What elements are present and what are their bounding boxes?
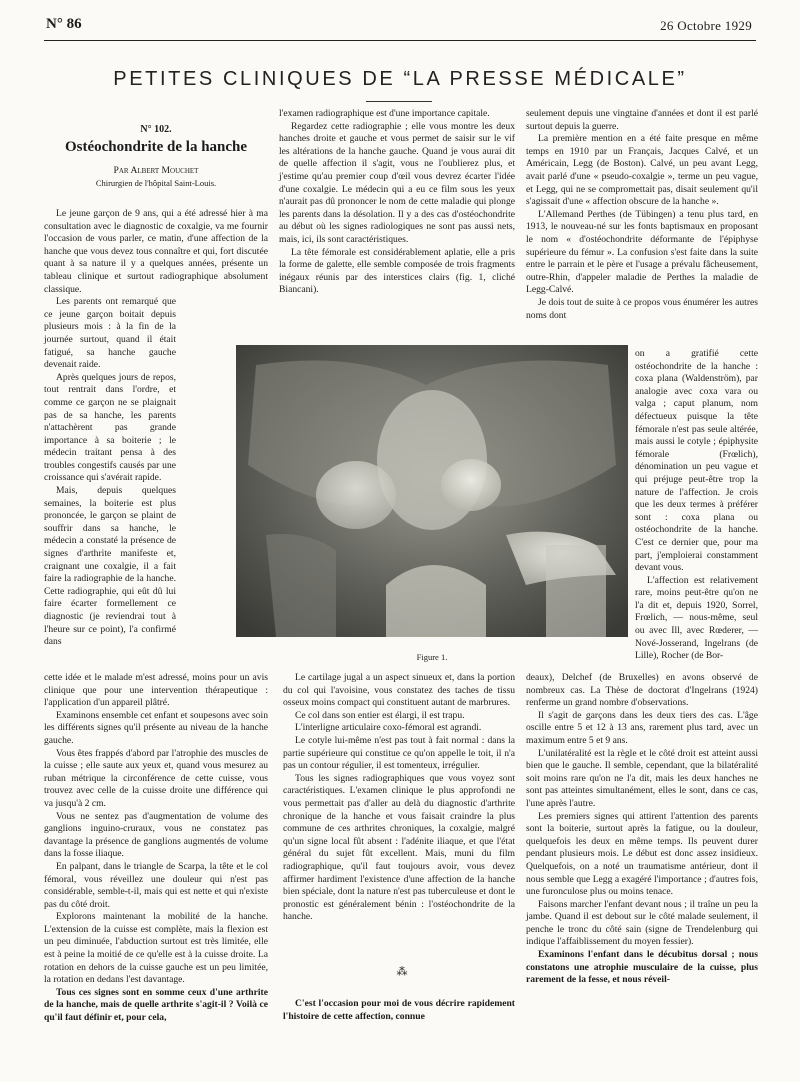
paragraph: seulement depuis une vingtaine d'années et dont il est parlé surtout depuis la guerre. — [526, 108, 758, 132]
paragraph: C'est l'occasion pour moi de vous décrire rapidement l'histoire de cette affection, connue — [283, 998, 515, 1022]
section-separator: ⁂ — [396, 966, 408, 978]
issue-date: 26 Octobre 1929 — [660, 18, 752, 33]
paragraph: Regardez cette radiographie ; elle vous montre les deux hanches droite et gauche et vous permet de saisir sur le vif les altérations de la hanche gauche. Quand je vous aurai dit de quelle affection il s'agit, vous ne l'oublierez plus, et j'estime qu'au premier coup d'œil vous devrez écarter l'idée d'une coxalgie. Le médecin qui a eu ce film sous les yeux n'aurait pas dû prononcer le nom de cette maladie qui plonge les parents dans la désolation. Il y a des cas d'ostéochondrite au début où les signes radiologiques ne sont pas aussi nets, mais, ici, ils sont caractéristiques. — [279, 120, 515, 245]
paragraph: Le cotyle lui-même n'est pas tout à fait normal : dans la partie supérieure qui constitue ce qu'on appelle le toit, il n'a pas un contour régulier, il est tomenteux, irrégulier. — [283, 734, 515, 772]
radiograph-figure — [236, 345, 628, 637]
column-2-final — [283, 998, 515, 1023]
figure-caption: Figure 1. — [416, 652, 448, 662]
paragraph: Après quelques jours de repos, tout rentrait dans l'ordre, et comme ce garçon ne se plaignait pas de sa hanche, les parents n'attachèrent pas grande importance à sa boiterie ; le médecin traitant pensa à des troubles congestifs causés par une croissance qui s'avérait rapide. — [44, 371, 176, 484]
paragraph: on a gratifié cette ostéochondrite de la hanche : coxa plana (Waldenström), par analogie avec coxa vara ou valga ; caput planum, nom défectueux puisque la tête fémorale n'est pas seule altérée, mais aussi le cotyle ; épiphysite fémorale (Frœlich), dénomination un peu vague et qui préjuge peut-être trop la nature de l'affection. Je crois que les deux termes à préférer sont : coxa plana ou ostéochondrite de la hanche. C'est ce dernier que, pour ma part, j'emploierai constamment devant vous. — [635, 348, 758, 574]
paragraph: Faisons marcher l'enfant devant nous ; il traîne un peu la jambe. Quand il est debout sur le côté malade seulement, il penche le tronc du côté sain (signe de Trendelenburg qui indique l'affaiblissement du moyen fessier). — [526, 898, 758, 948]
paragraph: Vous ne sentez pas d'augmentation de volume des ganglions inguino-cruraux, vous ne constatez pas davantage la présence de ganglions augmentés de volume dans la fosse iliaque. — [44, 810, 268, 860]
paragraph: L'affection est relativement rare, moins peut-être qu'on ne l'a dit et, depuis 1920, Sorrel, Frœlich, — nous-même, seul ou avec Ill, avec Rœderer, — Nové-Josserand, Ingelrans (de Lille), Rocher (de Bor- — [635, 574, 758, 662]
paragraph: Le jeune garçon de 9 ans, qui a été adressé hier à ma consultation avec le diagnostic de coxalgie, va me fournir l'occasion de vous parler, ce matin, d'une affection de la hanche que vous devez tous connaître et qui, fort discutée quant à sa nature il y a quelques années, présente un tableau clinique et surtout radiographique absolument classique. — [44, 208, 268, 295]
column-1-top — [44, 208, 268, 649]
column-1-bottom — [44, 672, 268, 1025]
pelvis-radiograph-image — [236, 345, 628, 637]
paragraph: En palpant, dans le triangle de Scarpa, la tête et le col fémoral, vous réveillez une douleur qui n'est pas considérable, semble-t-il, mais qui est nette et qui n'existe pas du côté droit. — [44, 860, 268, 910]
paragraph: L'interligne articulaire coxo-fémoral est agrandi. — [295, 722, 482, 734]
paragraph: Vous êtes frappés d'abord par l'atrophie des muscles de la cuisse ; elle saute aux yeux et, quand vous mesurez au ruban métrique la circonférence de cette cuisse, vous trouvez avec celle de la cuisse droite une différence qui va jusqu'à 2 cm. — [44, 747, 268, 809]
paragraph: Examinons l'enfant dans le décubitus dorsal ; nous constatons une atrophie musculaire de la cuisse, plus rarement de la fesse, et nous réveil- — [526, 949, 758, 986]
paragraph: La première mention en a été faite presque en même temps en 1910 par un Français, Jacques Calvé, et un Américain, Legg (de Boston). Calvé, un peu avant Legg, avait parlé d'une « pseudo-coxalgie », terme un peu vague, et Legg, qui ne se compromettait pas, disait seulement qu'il s'agissait d'une « affection obscure de la hanche ». — [526, 133, 758, 208]
article-title: Ostéochondrite de la hanche — [64, 139, 248, 155]
header-rule — [44, 40, 756, 41]
paragraph: Tous ces signes sont en somme ceux d'une arthrite de la hanche, mais de quelle arthrite s'agit-il ? Voilà ce qu'il faut définir et, pour cela, — [44, 986, 268, 1024]
paragraph: Examinons ensemble cet enfant et soupesons avec soin les différents signes qu'il présente au niveau de la hanche gauche. — [44, 709, 268, 746]
column-2-bottom — [283, 672, 515, 924]
paragraph: Explorons maintenant la mobilité de la hanche. L'extension de la cuisse est complète, mais la flexion est un peu diminuée, l'abduction surtout est très limitée, elle est à peine la moitié de ce qu'elle est à la cuisse droite. La rotation en dehors de la cuisse gauche est un peu limitée, la rotation en dedans l'est davantage. — [44, 911, 268, 986]
paragraph: Le cartilage jugal a un aspect sinueux et, dans la portion du col qui l'avoisine, vous constatez des taches de tissu osseux moins compact qui constituent autant de marbrures. — [283, 672, 515, 709]
paragraph: Mais, depuis quelques semaines, la boiterie est plus prononcée, le garçon se plaint de souffrir dans sa hanche, le médecin a constaté la présence de signes d'arthrite manifeste et, craignant une coxalgie, il a fait faire la radiographie de la hanche. Cette radiographie, qui eût dû lui faire écarter formellement ce diagnostic (je reviendrai tout à l'heure sur ce point), l'a confirmé dans — [44, 485, 176, 648]
column-3-top — [526, 108, 758, 322]
paragraph: l'examen radiographique est d'une importance capitale. — [279, 108, 490, 119]
paragraph: Il s'agit de garçons dans les deux tiers des cas. L'âge oscille entre 5 et 12 à 13 ans, rarement plus tard, avec un maximum entre 5 et 9 ans. — [526, 709, 758, 746]
column-2-top — [279, 108, 515, 297]
paragraph: La tête fémorale est considérablement aplatie, elle a pris la forme de galette, elle semble composée de trois fragments inégaux réunis par des interstices clairs (fig. 1, cliché Biancani). — [279, 246, 515, 296]
paragraph: deaux), Delchef (de Bruxelles) en avons observé de nombreux cas. La Thèse de doctorat d'Ingelrans (1924) renferme un grand nombre d'observations. — [526, 672, 758, 709]
article-number: N° 102. — [140, 124, 172, 135]
paragraph: Tous les signes radiographiques que vous voyez sont caractéristiques. L'examen clinique le plus approfondi ne vous permettait pas d'aller au delà du diagnostic d'arthrite chronique de la hanche et vous faisait craindre la plus commune de ces arthrites chroniques, la coxalgie, malgré qu'un signe local fût absent : l'adénite iliaque, et que l'état général du sujet fût excellent. Mais, muni du film radiographique, qu'il faut toujours avoir, vous devez affirmer hardiment l'existence d'une affection de la hanche bien spéciale, dont la nature n'est pas tuberculeuse et dont le pronostic est généralement bénin : l'ostéochondrite de la hanche. — [283, 772, 515, 923]
paragraph: L'Allemand Perthes (de Tübingen) a tenu plus tard, en 1913, le nouveau-né sur les fonts baptismaux en proposant le nom « d'ostéochondrite déformante de l'épiphyse supérieure du fémur ». La confusion s'est faite dans la suite entre le parrain et le père et l'usage a prévalu fâcheusement, outre-Rhin, d'appeler maladie de Perthes la maladie de Legg-Calvé. — [526, 208, 758, 296]
author-affiliation: Chirurgien de l'hôpital Saint-Louis. — [95, 178, 217, 188]
masthead-rule — [366, 101, 432, 102]
paragraph: L'unilatéralité est la règle et le côté droit est atteint aussi bien que le gauche. Il semble, cependant, que la bilatéralité soit moins rare qu'on ne l'a dit, mais les deux hanches ne sont pas atteintes simultanément, elles le sont, dans ce cas, l'une après l'autre. — [526, 747, 758, 809]
paragraph: Les parents ont remarqué que ce jeune garçon boitait depuis plusieurs mois : à la fin de la journée surtout, quand il était fatigué, sa hanche gauche devenait raide. — [44, 296, 176, 371]
paragraph: Les premiers signes qui attirent l'attention des parents sont la boiterie, surtout après la fatigue, ou la douleur, quelquefois les deux en même temps. Ils peuvent durer pendant plusieurs mois. Le début est donc assez insidieux. Quelquefois, on a noté un traumatisme antérieur, dont il nous semble que Legg a exagéré l'importance ; d'autres fois, une furonculose plus ou moins tenace. — [526, 810, 758, 898]
paragraph: Ce col dans son entier est élargi, il est trapu. — [295, 709, 465, 721]
paragraph: cette idée et le malade m'est adressé, moins pour un avis clinique que pour une intervention thérapeutique : l'application d'un appareil plâtré. — [44, 672, 268, 709]
column-3-beside-figure — [635, 348, 758, 663]
article-byline: Par Albert Mouchet — [113, 165, 199, 176]
issue-number: N° 86 — [46, 16, 82, 32]
paragraph: Je dois tout de suite à ce propos vous énumérer les autres noms dont — [526, 296, 758, 321]
column-3-bottom — [526, 672, 758, 987]
masthead: PETITES CLINIQUES DE “LA PRESSE MÉDICALE” — [113, 68, 687, 90]
